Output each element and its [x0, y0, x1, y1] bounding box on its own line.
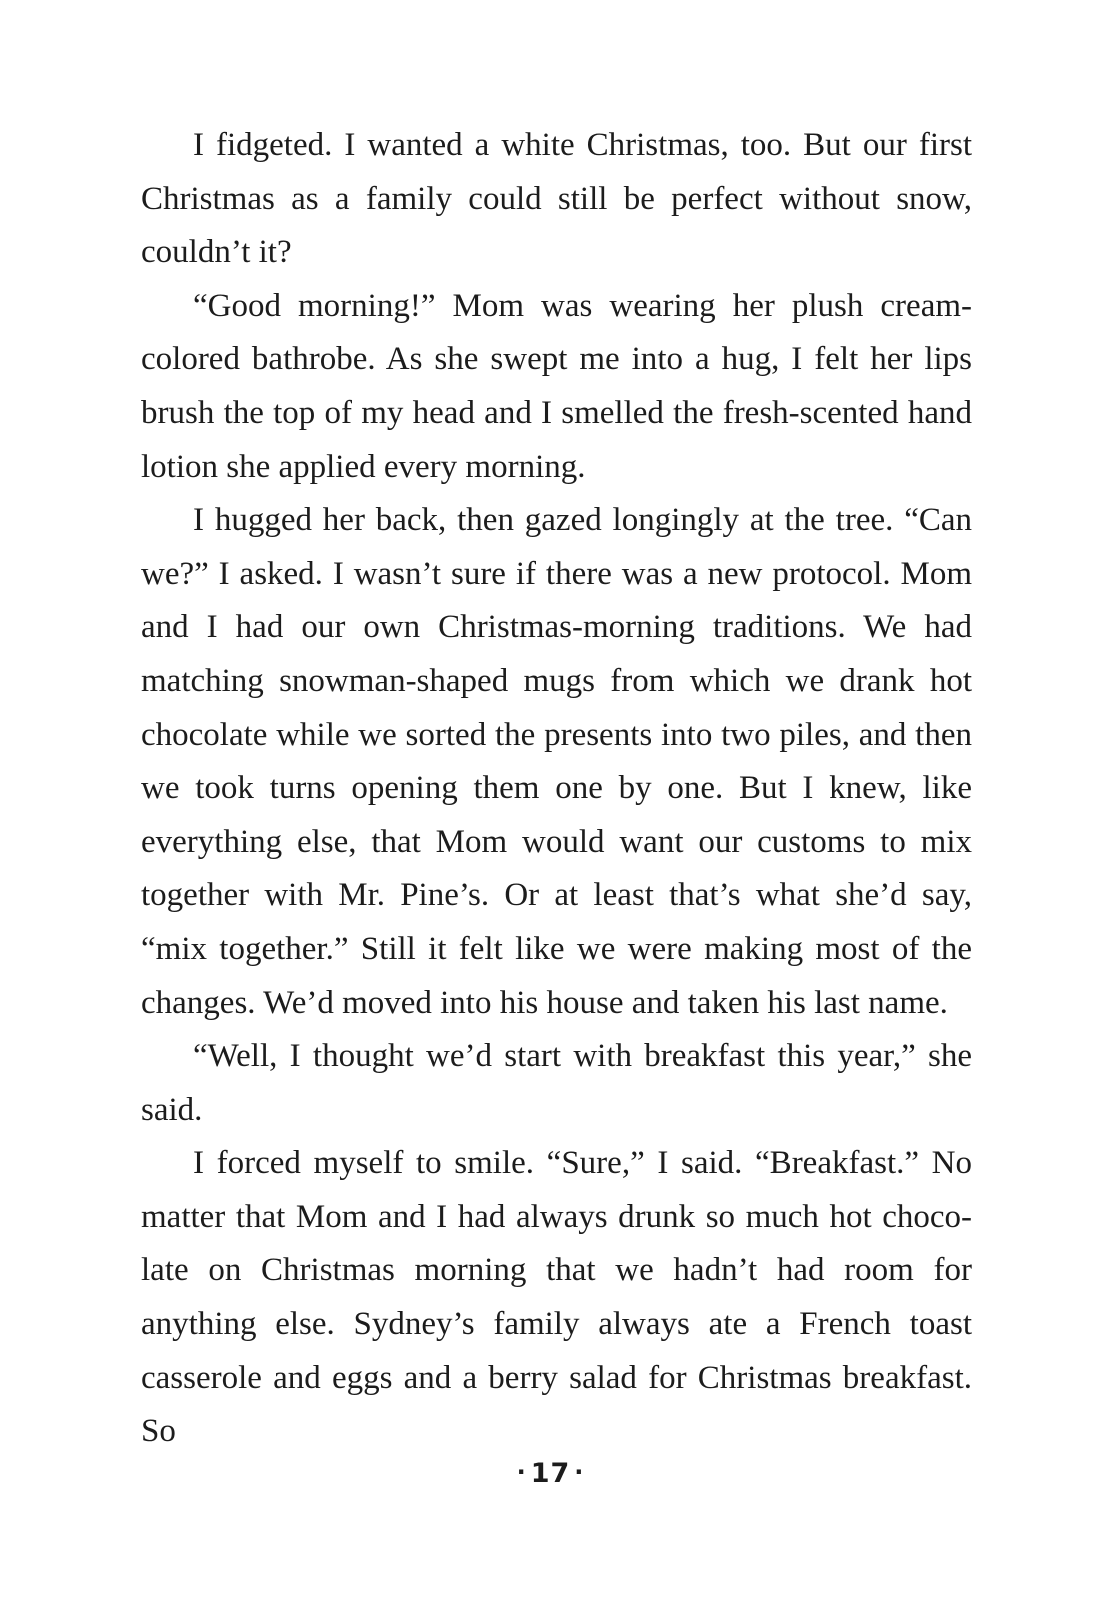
paragraph-4: “Well, I thought we’d start with breakfast this year,” she said. [141, 1038, 972, 1128]
paragraph-1: I fidgeted. I wanted a white Christmas, too. But our first Christmas as a family could still be perfect without snow, couldn’t it? [141, 127, 972, 271]
body-text [141, 119, 972, 1459]
paragraph-5: I forced myself to smile. “Sure,” I said. “Breakfast.” No matter that Mom and I had always drunk so much hot chocolate on Christmas morning that we hadn’t had room for anything else. Sydney’s family always ate a French toast casserole and eggs and a berry salad for Christmas breakfast. So [141, 1145, 972, 1450]
page-number-left-dot: · [516, 1458, 527, 1486]
paragraph-3: I hugged her back, then gazed longingly at the tree. “Can we?” I asked. I wasn’t sure if there was a new protocol. Mom and I had our own Christmas-morning traditions. We had matching snowman-shaped mugs from which we drank hot chocolate while we sorted the presents into two piles, and then we took turns opening them one by one. But I knew, like everything else, that Mom would want our customs to mix together with Mr. Pine’s. Or at least that’s what she’d say, “mix together.” Still it felt like we were making most of the changes. We’d moved into his house and taken his last name. [141, 502, 972, 1021]
paragraph-2: “Good morning!” Mom was wearing her plush cream-colored bathrobe. As she swept me into a hug, I felt her lips brush the top of my head and I smelled the fresh-scented hand lotion she applied every morning. [141, 287, 972, 485]
page-number: 17 [530, 1458, 571, 1489]
page-number-footer [0, 1454, 1101, 1492]
page-number-right-dot: · [574, 1458, 585, 1486]
